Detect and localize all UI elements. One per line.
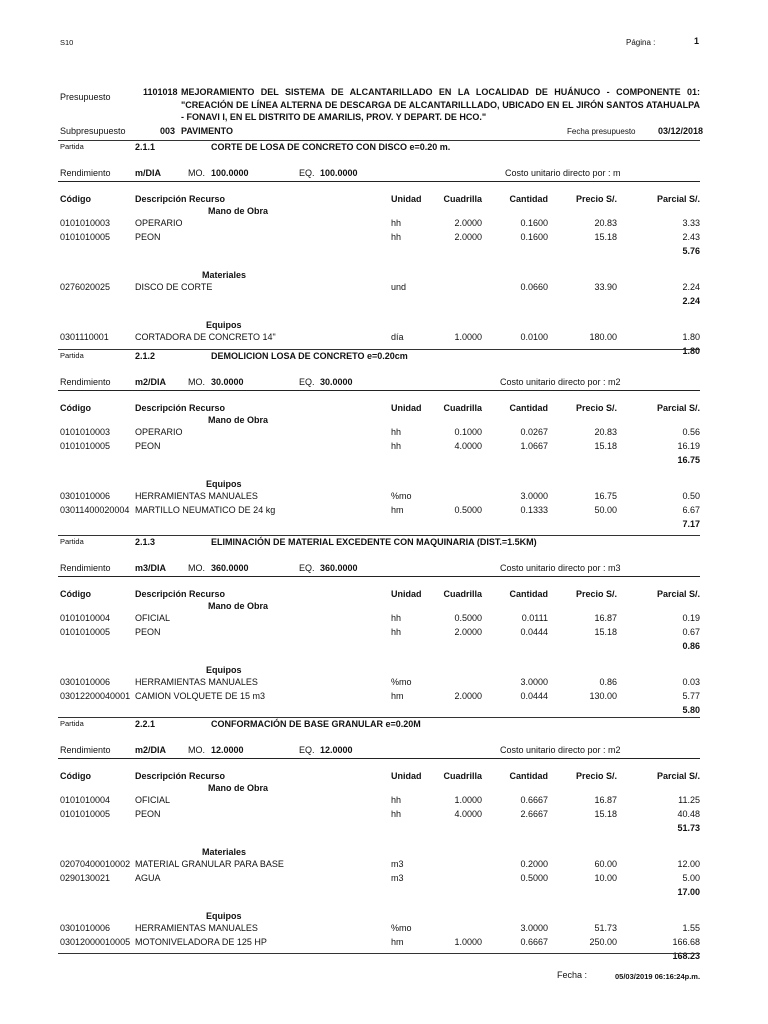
row-unit: %mo (391, 491, 412, 501)
group-total: 5.76 (682, 246, 700, 256)
row-precio: 250.00 (589, 937, 617, 947)
col-precio: Precio S/. (575, 771, 617, 781)
row-cantidad: 3.0000 (520, 677, 548, 687)
col-unidad: Unidad (391, 771, 422, 781)
partida-top-rule (58, 535, 700, 536)
rendimiento-unit: m3/DIA (135, 563, 167, 573)
mo-value: 12.0000 (211, 745, 244, 755)
row-cuadrilla: 1.0000 (454, 795, 482, 805)
presupuesto-label: Presupuesto (60, 92, 111, 102)
row-description: HERRAMIENTAS MANUALES (135, 491, 258, 501)
partida-label: Partida (60, 351, 84, 360)
col-cantidad: Cantidad (509, 589, 548, 599)
row-description: HERRAMIENTAS MANUALES (135, 677, 258, 687)
row-description: OFICIAL (135, 613, 171, 623)
col-descripcion: Descripción Recurso (135, 771, 226, 781)
col-cantidad: Cantidad (509, 194, 548, 204)
row-unit: hh (391, 809, 402, 819)
eq-value: 30.0000 (320, 377, 353, 387)
costo-unitario: Costo unitario directo por : m (505, 168, 621, 178)
row-cuadrilla: 2.0000 (454, 218, 482, 228)
partida-code: 2.1.1 (135, 142, 156, 152)
row-description: OPERARIO (135, 218, 183, 228)
row-unit: hm (391, 505, 404, 515)
row-unit: hh (391, 441, 402, 451)
partida-code: 2.1.3 (135, 537, 156, 547)
mo-value: 30.0000 (211, 377, 244, 387)
row-cuadrilla: 0.5000 (454, 613, 482, 623)
row-code: 0101010005 (60, 441, 111, 451)
group-total: 2.24 (682, 296, 700, 306)
row-cuadrilla: 2.0000 (454, 691, 482, 701)
col-parcial: Parcial S/. (656, 589, 700, 599)
row-cantidad: 3.0000 (520, 491, 548, 501)
partida-top-rule (58, 140, 700, 141)
fecha-presupuesto-label: Fecha presupuesto (567, 127, 636, 136)
row-parcial: 0.56 (682, 427, 700, 437)
row-precio: 20.83 (594, 427, 617, 437)
group-name: Materiales (202, 270, 247, 280)
eq-label: EQ. (299, 563, 315, 573)
row-code: 02070400010002 (60, 859, 131, 869)
row-cantidad: 0.0444 (520, 627, 548, 637)
row-code: 0301010006 (60, 677, 111, 687)
row-code: 03011400020004 (60, 505, 130, 515)
row-description: MARTILLO NEUMATICO DE 24 kg (135, 505, 276, 515)
page-label: Página : (626, 38, 656, 47)
row-cantidad: 0.6667 (520, 937, 548, 947)
subpresupuesto-code: 003 (160, 126, 176, 136)
row-unit: hh (391, 218, 402, 228)
col-precio: Precio S/. (575, 403, 617, 413)
report-code: S10 (60, 38, 74, 47)
costo-unitario: Costo unitario directo por : m2 (500, 377, 621, 387)
row-cantidad: 3.0000 (520, 923, 548, 933)
group-name: Mano de Obra (208, 415, 269, 425)
col-codigo: Código (60, 589, 91, 599)
partida-label: Partida (60, 142, 84, 151)
row-parcial: 16.19 (677, 441, 700, 451)
footer-fecha-value: 05/03/2019 06:16:24p.m. (615, 972, 701, 981)
col-cuadrilla: Cuadrilla (443, 194, 482, 204)
row-parcial: 0.67 (682, 627, 700, 637)
row-unit: hh (391, 427, 402, 437)
partida-top-rule (58, 349, 700, 350)
page-bottom-rule (58, 953, 700, 954)
group-name: Equipos (206, 665, 242, 675)
footer-fecha-label: Fecha : (557, 970, 588, 980)
presupuesto-description: MEJORAMIENTO DEL SISTEMA DE ALCANTARILLADO EN LA LOCALIDAD DE HUÁNUCO - COMPONENTE 01: "CREACIÓN DE LÍNEA ALTERNA DE DESCARGA DE ALCANTARILLLADO, UBICADO EN EL JIRÓN SANTOS ATAHUALPA - FONAVI I, EN EL DISTRITO DE AMARILIS, PROV. Y DEPART. DE HCO." (181, 87, 700, 122)
group-name: Materiales (202, 847, 247, 857)
col-precio: Precio S/. (575, 589, 617, 599)
col-cantidad: Cantidad (509, 403, 548, 413)
row-unit: und (391, 282, 407, 292)
row-code: 0101010004 (60, 795, 111, 805)
row-parcial: 2.43 (682, 232, 700, 242)
row-description: MOTONIVELADORA DE 125 HP (135, 937, 267, 947)
row-code: 0101010005 (60, 809, 111, 819)
row-cantidad: 2.6667 (520, 809, 548, 819)
col-descripcion: Descripción Recurso (135, 403, 226, 413)
row-cantidad: 0.0100 (520, 332, 548, 342)
group-name: Mano de Obra (208, 783, 269, 793)
row-code: 0290130021 (60, 873, 111, 883)
eq-value: 360.0000 (320, 563, 358, 573)
row-code: 0101010003 (60, 218, 111, 228)
row-unit: día (391, 332, 404, 342)
row-parcial: 6.67 (682, 505, 700, 515)
partida-code: 2.1.2 (135, 351, 156, 361)
row-cuadrilla: 1.0000 (454, 937, 482, 947)
row-cantidad: 0.1600 (520, 218, 548, 228)
row-code: 0101010005 (60, 232, 111, 242)
row-cantidad: 0.5000 (520, 873, 548, 883)
rendimiento-label: Rendimiento (60, 563, 111, 573)
row-cantidad: 0.0660 (520, 282, 548, 292)
col-codigo: Código (60, 403, 91, 413)
eq-label: EQ. (299, 377, 315, 387)
col-unidad: Unidad (391, 194, 422, 204)
col-codigo: Código (60, 771, 91, 781)
group-name: Equipos (206, 479, 242, 489)
rendimiento-label: Rendimiento (60, 168, 111, 178)
row-parcial: 0.03 (682, 677, 700, 687)
row-unit: hh (391, 627, 402, 637)
row-unit: hh (391, 613, 402, 623)
rendimiento-label: Rendimiento (60, 377, 111, 387)
row-precio: 15.18 (594, 232, 617, 242)
row-parcial: 5.00 (682, 873, 700, 883)
row-code: 0301010006 (60, 923, 111, 933)
row-code: 0101010003 (60, 427, 111, 437)
row-cantidad: 0.0444 (520, 691, 548, 701)
rendimiento-unit: m2/DIA (135, 377, 167, 387)
row-parcial: 0.19 (682, 613, 700, 623)
col-cuadrilla: Cuadrilla (443, 403, 482, 413)
group-total: 0.86 (682, 641, 700, 651)
col-precio: Precio S/. (575, 194, 617, 204)
rendimiento-unit: m2/DIA (135, 745, 167, 755)
partida-top-rule (58, 717, 700, 718)
group-total: 5.80 (682, 705, 700, 715)
row-cantidad: 0.1333 (520, 505, 548, 515)
row-cuadrilla: 0.5000 (454, 505, 482, 515)
col-cuadrilla: Cuadrilla (443, 589, 482, 599)
row-description: PEON (135, 441, 161, 451)
row-description: AGUA (135, 873, 161, 883)
rendimiento-rule (58, 576, 700, 577)
rendimiento-unit: m/DIA (135, 168, 162, 178)
group-name: Mano de Obra (208, 601, 269, 611)
row-parcial: 0.50 (682, 491, 700, 501)
row-parcial: 2.24 (682, 282, 700, 292)
rendimiento-rule (58, 390, 700, 391)
row-description: PEON (135, 232, 161, 242)
rendimiento-label: Rendimiento (60, 745, 111, 755)
group-name: Mano de Obra (208, 206, 269, 216)
group-name: Equipos (206, 320, 242, 330)
row-precio: 15.18 (594, 441, 617, 451)
col-unidad: Unidad (391, 403, 422, 413)
row-code: 0101010004 (60, 613, 111, 623)
eq-label: EQ. (299, 745, 315, 755)
row-unit: hm (391, 691, 404, 701)
row-parcial: 166.68 (672, 937, 700, 947)
col-unidad: Unidad (391, 589, 422, 599)
row-cantidad: 0.2000 (520, 859, 548, 869)
partida-title: CONFORMACIÓN DE BASE GRANULAR e=0.20M (211, 719, 421, 729)
row-precio: 50.00 (594, 505, 617, 515)
partida-title: DEMOLICION LOSA DE CONCRETO e=0.20cm (211, 351, 408, 361)
row-cantidad: 0.0111 (521, 613, 548, 623)
rendimiento-rule (58, 181, 700, 182)
row-unit: hh (391, 795, 402, 805)
costo-unitario: Costo unitario directo por : m3 (500, 563, 621, 573)
col-cuadrilla: Cuadrilla (443, 771, 482, 781)
col-codigo: Código (60, 194, 91, 204)
mo-label: MO. (188, 377, 205, 387)
mo-label: MO. (188, 563, 205, 573)
row-description: PEON (135, 809, 161, 819)
row-code: 03012200040001 (60, 691, 131, 701)
partida-code: 2.2.1 (135, 719, 156, 729)
row-cuadrilla: 4.0000 (454, 441, 482, 451)
eq-label: EQ. (299, 168, 315, 178)
col-descripcion: Descripción Recurso (135, 194, 226, 204)
row-description: CORTADORA DE CONCRETO 14" (135, 332, 276, 342)
row-parcial: 40.48 (677, 809, 700, 819)
row-parcial: 1.80 (682, 332, 700, 342)
partida-label: Partida (60, 719, 84, 728)
group-total: 51.73 (677, 823, 700, 833)
group-total: 17.00 (677, 887, 700, 897)
row-precio: 10.00 (594, 873, 617, 883)
group-total: 7.17 (682, 519, 700, 529)
row-description: OFICIAL (135, 795, 171, 805)
partida-label: Partida (60, 537, 84, 546)
col-descripcion: Descripción Recurso (135, 589, 226, 599)
row-description: OPERARIO (135, 427, 183, 437)
row-unit: %mo (391, 677, 412, 687)
mo-value: 360.0000 (211, 563, 249, 573)
col-parcial: Parcial S/. (656, 194, 700, 204)
row-precio: 0.86 (599, 677, 617, 687)
partida-title: CORTE DE LOSA DE CONCRETO CON DISCO e=0.20 m. (211, 142, 451, 152)
row-precio: 180.00 (589, 332, 617, 342)
row-description: DISCO DE CORTE (135, 282, 213, 292)
row-unit: %mo (391, 923, 412, 933)
row-cuadrilla: 0.1000 (454, 427, 482, 437)
mo-label: MO. (188, 745, 205, 755)
mo-label: MO. (188, 168, 205, 178)
row-parcial: 1.55 (682, 923, 700, 933)
row-precio: 20.83 (594, 218, 617, 228)
row-precio: 16.87 (594, 613, 617, 623)
row-unit: hh (391, 232, 402, 242)
col-cantidad: Cantidad (509, 771, 548, 781)
row-parcial: 3.33 (682, 218, 700, 228)
subpresupuesto-name: PAVIMENTO (181, 126, 234, 136)
mo-value: 100.0000 (211, 168, 249, 178)
row-cuadrilla: 2.0000 (454, 232, 482, 242)
presupuesto-code: 1101018 (143, 87, 178, 97)
rendimiento-rule (58, 758, 700, 759)
row-code: 0276020025 (60, 282, 111, 292)
row-cantidad: 0.0267 (520, 427, 548, 437)
row-parcial: 5.77 (682, 691, 700, 701)
group-total: 1.80 (682, 346, 700, 356)
row-cantidad: 1.0667 (520, 441, 548, 451)
row-parcial: 12.00 (677, 859, 700, 869)
col-parcial: Parcial S/. (656, 403, 700, 413)
row-cuadrilla: 2.0000 (454, 627, 482, 637)
eq-value: 12.0000 (320, 745, 353, 755)
row-precio: 16.87 (594, 795, 617, 805)
costo-unitario: Costo unitario directo por : m2 (500, 745, 621, 755)
row-description: MATERIAL GRANULAR PARA BASE (135, 859, 284, 869)
row-cuadrilla: 4.0000 (454, 809, 482, 819)
row-cuadrilla: 1.0000 (454, 332, 482, 342)
row-precio: 130.00 (589, 691, 617, 701)
fecha-presupuesto: 03/12/2018 (658, 126, 704, 136)
group-name: Equipos (206, 911, 242, 921)
row-code: 03012000010005 (60, 937, 131, 947)
row-cantidad: 0.6667 (520, 795, 548, 805)
row-precio: 15.18 (594, 627, 617, 637)
row-description: HERRAMIENTAS MANUALES (135, 923, 258, 933)
eq-value: 100.0000 (320, 168, 358, 178)
row-description: PEON (135, 627, 161, 637)
col-parcial: Parcial S/. (656, 771, 700, 781)
group-total: 16.75 (677, 455, 700, 465)
row-precio: 16.75 (594, 491, 617, 501)
row-precio: 33.90 (594, 282, 617, 292)
row-unit: hm (391, 937, 404, 947)
row-precio: 15.18 (594, 809, 617, 819)
row-code: 0301110001 (60, 332, 109, 342)
partida-title: ELIMINACIÓN DE MATERIAL EXCEDENTE CON MAQUINARIA (DIST.=1.5KM) (211, 537, 537, 547)
row-parcial: 11.25 (678, 795, 700, 805)
row-precio: 60.00 (594, 859, 617, 869)
row-unit: m3 (391, 873, 404, 883)
row-cantidad: 0.1600 (520, 232, 548, 242)
row-code: 0101010005 (60, 627, 111, 637)
subpresupuesto-label: Subpresupuesto (60, 126, 126, 136)
row-code: 0301010006 (60, 491, 111, 501)
page-number: 1 (694, 36, 700, 46)
row-unit: m3 (391, 859, 404, 869)
row-precio: 51.73 (594, 923, 617, 933)
row-description: CAMION VOLQUETE DE 15 m3 (135, 691, 266, 701)
group-total: 168.23 (672, 951, 700, 961)
